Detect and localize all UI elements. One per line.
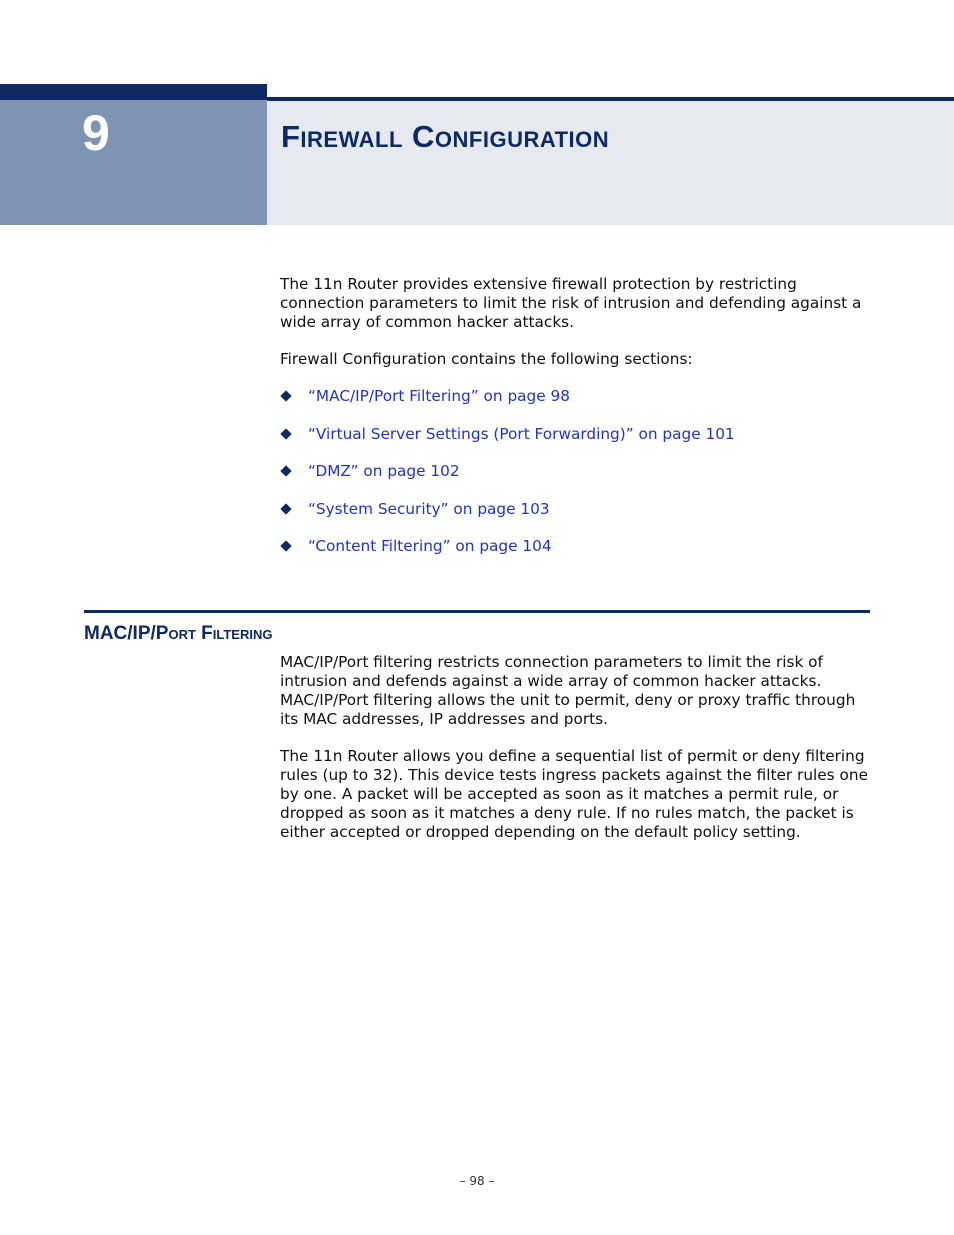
diamond-bullet-icon [280,540,291,551]
chapter-title: Firewall Configuration [281,119,610,154]
chapter-number-block [0,84,267,225]
toc-link-label[interactable]: “MAC/IP/Port Filtering” on page 98 [308,387,571,405]
chapter-block-top-bar [0,84,267,100]
toc-link-dmz[interactable] [280,462,874,481]
page-number: – 98 – [459,1174,495,1188]
toc-link-label[interactable]: “System Security” on page 103 [308,499,550,518]
intro-section [280,275,874,575]
intro-paragraph: The 11n Router provides extensive firewall protection by restricting connection parameters to limit the risk of intrusion and defending against a wide array of common hacker attacks. [280,275,862,331]
toc-link-content-filtering[interactable] [280,537,874,556]
section-paragraph: MAC/IP/Port filtering restricts connection parameters to limit the risk of intrusion and defends against a wide array of common hacker attacks. MAC/IP/Port filtering allows the unit to permit, deny or proxy traffic through its MAC addresses, IP addresses and ports. [280,653,856,728]
section-heading: MAC/IP/Port Filtering [84,623,273,644]
toc-link-mac-ip-port-filtering[interactable] [280,387,874,406]
sections-intro: Firewall Configuration contains the following sections: [280,350,693,368]
toc-link-system-security[interactable] [280,500,874,519]
section-link-list [280,387,874,556]
chapter-title-band [267,97,954,225]
chapter-title-rule [267,97,954,101]
chapter-number: 9 [82,105,110,161]
section-divider [84,610,870,613]
diamond-bullet-icon [280,503,291,514]
toc-link-label[interactable]: “Virtual Server Settings (Port Forwarding)” on page 101 [308,424,735,443]
diamond-bullet-icon [280,465,291,476]
section-body [280,653,874,860]
diamond-bullet-icon [280,390,291,401]
diamond-bullet-icon [280,428,291,439]
toc-link-label[interactable]: “Content Filtering” on page 104 [308,537,552,555]
toc-link-label[interactable]: “DMZ” on page 102 [308,462,460,480]
section-paragraph: The 11n Router allows you define a sequential list of permit or deny filtering rules (up to 32). This device tests ingress packets against the filter rules one by one. A packet will be accepted as soon as it matches a permit rule, or dropped as soon as it matches a deny rule. If no rules match, the packet is either accepted or dropped depending on the default policy setting. [280,747,868,841]
toc-link-virtual-server-settings[interactable] [280,425,874,444]
